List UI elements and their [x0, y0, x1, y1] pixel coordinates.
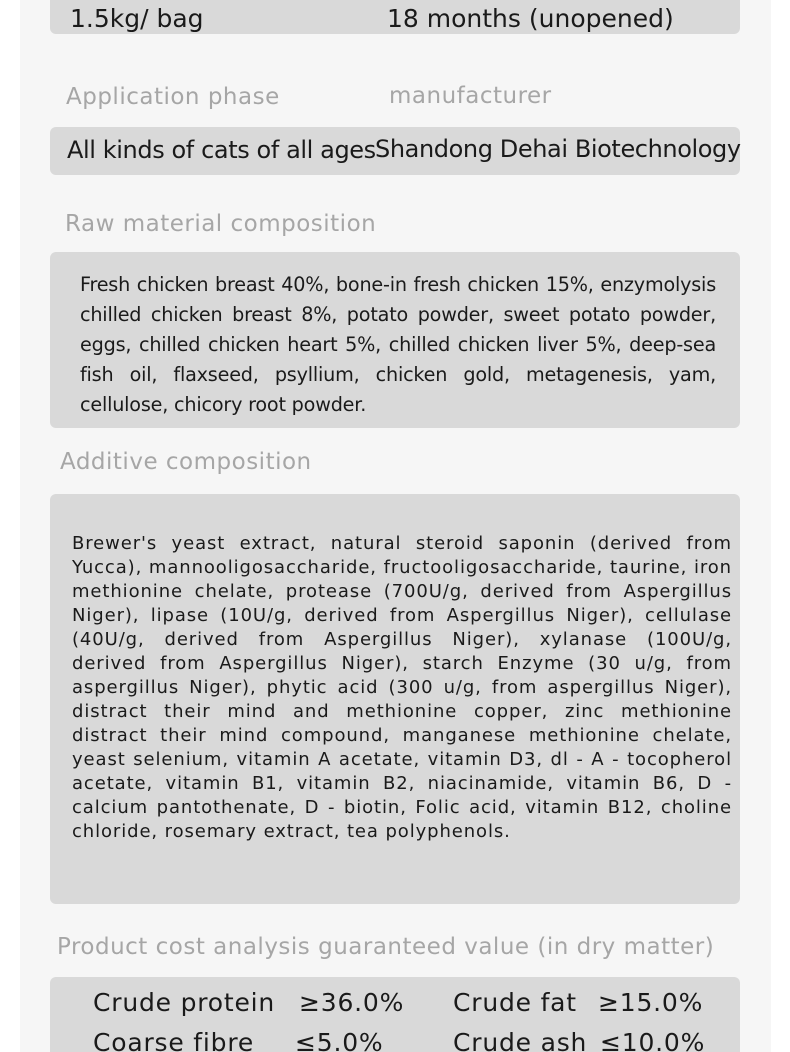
- packaging-shelf-life-row: [50, 0, 740, 34]
- phase-manufacturer-row: [50, 127, 740, 175]
- nutrient-name: Crude protein: [93, 988, 276, 1017]
- product-info-panel: [20, 0, 771, 1052]
- application-phase-label: Application phase: [66, 84, 280, 110]
- additive-box: [50, 494, 740, 904]
- nutrient-name: Crude ash: [453, 1028, 588, 1052]
- nutrient-name: Coarse fibre: [93, 1028, 255, 1052]
- manufacturer-label: manufacturer: [389, 83, 552, 109]
- shelf-life: 18 months (unopened): [387, 4, 674, 33]
- raw-material-label: Raw material composition: [65, 211, 377, 237]
- nutrition-box: [50, 977, 740, 1052]
- raw-material-box: [50, 252, 740, 428]
- application-phase-value: All kinds of cats of all ages: [67, 136, 376, 164]
- nutrient-value: ≥15.0%: [598, 988, 704, 1017]
- nutrient-name: Crude fat: [453, 988, 577, 1017]
- cost-analysis-label: Product cost analysis guaranteed value (in dry matter): [57, 934, 715, 960]
- raw-material-text: Fresh chicken breast 40%, bone-in fresh chicken 15%, enzymolysis chilled chicken breast 8%, potato powder, sweet potato powder, eggs, chilled chicken heart 5%, chilled chicken liver 5%, deep-sea fish oil, flaxseed, psyllium, chicken gold, metagenesis, yam, cellulose, chicory root powder.: [80, 273, 716, 416]
- manufacturer-value: Shandong Dehai Biotechnology: [375, 135, 741, 163]
- nutrient-value: ≤10.0%: [600, 1028, 706, 1052]
- nutrient-value: ≥36.0%: [299, 988, 405, 1017]
- nutrient-value: ≤5.0%: [295, 1028, 384, 1052]
- additive-text: Brewer's yeast extract, natural steroid saponin (derived from Yucca), mannooligosaccharide, fructooligosaccharide, taurine, iron methionine chelate, protease (700U/g, derived from Aspergillus Niger), lipase (10U/g, derived from Aspergillus Niger), cellulase (40U/g, derived from Aspergillus Niger), xylanase (100U/g, derived from Aspergillus Niger), starch Enzyme (30 u/g, from aspergillus Niger), phytic acid (300 u/g, from aspergillus Niger), distract their mind and methionine copper, zinc methionine distract their mind compound, manganese methionine chelate, yeast selenium, vitamin A acetate, vitamin D3, dl - A - tocopherol acetate, vitamin B1, vitamin B2, niacinamide, vitamin B6, D - calcium pantothenate, D - biotin, Folic acid, vitamin B12, choline chloride, rosemary extract, tea polyphenols.: [72, 533, 732, 842]
- package-weight: 1.5kg/ bag: [70, 4, 204, 33]
- additive-label: Additive composition: [60, 449, 312, 475]
